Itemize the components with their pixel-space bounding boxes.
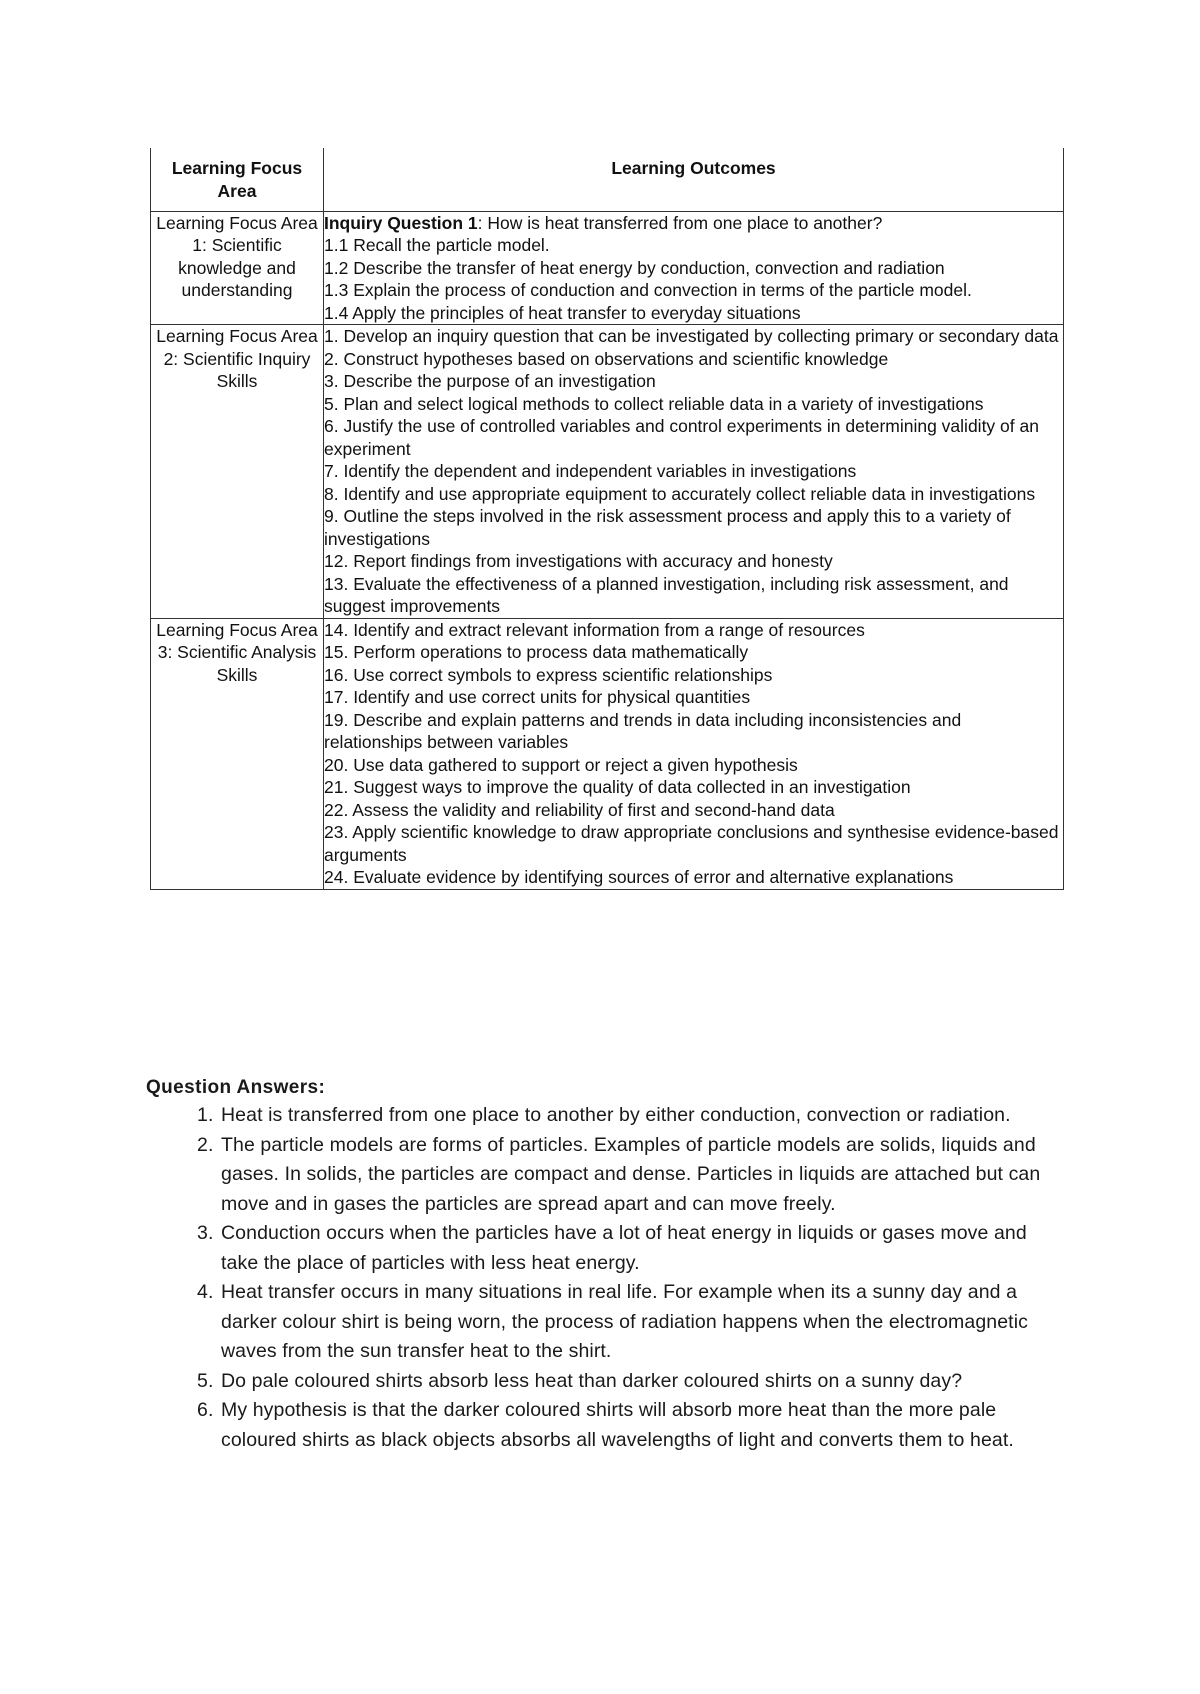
outcomes-cell [324,325,1064,619]
outcomes-cell [324,618,1064,889]
outcome-item: 3. Describe the purpose of an investigation [324,371,656,391]
outcome-item: 24. Evaluate evidence by identifying sources of error and alternative explanations [324,867,954,887]
answers-heading: Question Answers: [146,1077,326,1098]
outcome-item: 16. Use correct symbols to express scientific relationships [324,664,773,685]
list-item: 5. Do pale coloured shirts absorb less heat than darker coloured shirts on a sunny day? [219,1367,1066,1397]
outcome-item: 19. Describe and explain patterns and trends in data including inconsistencies and relationships between variables [324,709,962,752]
outcome-item: 9. Outline the steps involved in the risk assessment process and apply this to a variety of investigations [324,506,1011,549]
outcome-item: 6. Justify the use of controlled variables and control experiments in determining validity of an experiment [324,416,1039,459]
outcome-item: 21. Suggest ways to improve the quality of data collected in an investigation [324,777,911,797]
focus-area-cell: Learning Focus Area 3: Scientific Analysis Skills [151,618,324,889]
outcome-item: 12. Report findings from investigations with accuracy and honesty [324,551,833,571]
focus-area-cell: Learning Focus Area 2: Scientific Inquiry Skills [151,325,324,619]
outcome-item: 17. Identify and use correct units for physical quantities [324,687,751,707]
header-learning-outcomes: Learning Outcomes [324,148,1064,211]
list-item: 3. Conduction occurs when the particles have a lot of heat energy in liquids or gases move and take the place of particles with less heat energy. [219,1219,1066,1278]
outcome-item: 22. Assess the validity and reliability of first and second-hand data [324,799,835,820]
outcome-item: 23. Apply scientific knowledge to draw appropriate conclusions and synthesise evidence-based arguments [324,822,1059,865]
answers-list [146,1101,1066,1455]
table-row [151,325,1064,619]
header-learning-focus-area: Learning Focus Area [151,148,324,211]
table-header-row [151,148,1064,211]
outcome-item: 15. Perform operations to process data mathematically [324,642,749,662]
outcome-item: 1.1 Recall the particle model. [324,235,550,255]
list-item: 2. The particle models are forms of particles. Examples of particle models are solids, liquids and gases. In solids, the particles are compact and dense. Particles in liquids are attached but can move and in gases the particles are spread apart and can move freely. [219,1131,1066,1220]
focus-area-cell: Learning Focus Area 1: Scientific knowledge and understanding [151,211,324,325]
inquiry-question-text: : How is heat transferred from one place to another? [477,212,883,233]
table-row [151,618,1064,889]
table-row [151,211,1064,325]
outcome-item: 7. Identify the dependent and independent variables in investigations [324,461,857,481]
outcomes-cell [324,211,1064,325]
outcome-item: 8. Identify and use appropriate equipment to accurately collect reliable data in investigations [324,483,1036,504]
learning-outcomes-table [150,148,1064,890]
question-answers-section [146,1077,1066,1455]
list-item: 1. Heat is transferred from one place to another by either conduction, convection or radiation. [219,1101,1066,1131]
outcome-item: 1.2 Describe the transfer of heat energy by conduction, convection and radiation [324,257,945,278]
outcome-item: 5. Plan and select logical methods to collect reliable data in a variety of investigations [324,393,984,414]
inquiry-question-label: Inquiry Question 1 [324,212,478,233]
outcome-item: 1.4 Apply the principles of heat transfer to everyday situations [324,302,801,323]
outcome-item: 14. Identify and extract relevant information from a range of resources [324,619,865,640]
list-item: 4. Heat transfer occurs in many situations in real life. For example when its a sunny day and a darker colour shirt is being worn, the process of radiation happens when the electromagnetic waves from the sun transfer heat to the shirt. [219,1278,1066,1367]
outcome-item: 1.3 Explain the process of conduction and convection in terms of the particle model. [324,280,972,300]
outcome-item: 1. Develop an inquiry question that can be investigated by collecting primary or secondary data [324,326,1059,346]
list-item: 6. My hypothesis is that the darker coloured shirts will absorb more heat than the more pale coloured shirts as black objects absorbs all wavelengths of light and converts them to heat. [219,1396,1066,1455]
outcome-item: 20. Use data gathered to support or reject a given hypothesis [324,754,798,775]
inquiry-question [324,212,1063,235]
outcome-item: 13. Evaluate the effectiveness of a planned investigation, including risk assessment, and suggest improvements [324,573,1009,616]
outcome-item: 2. Construct hypotheses based on observations and scientific knowledge [324,348,889,369]
